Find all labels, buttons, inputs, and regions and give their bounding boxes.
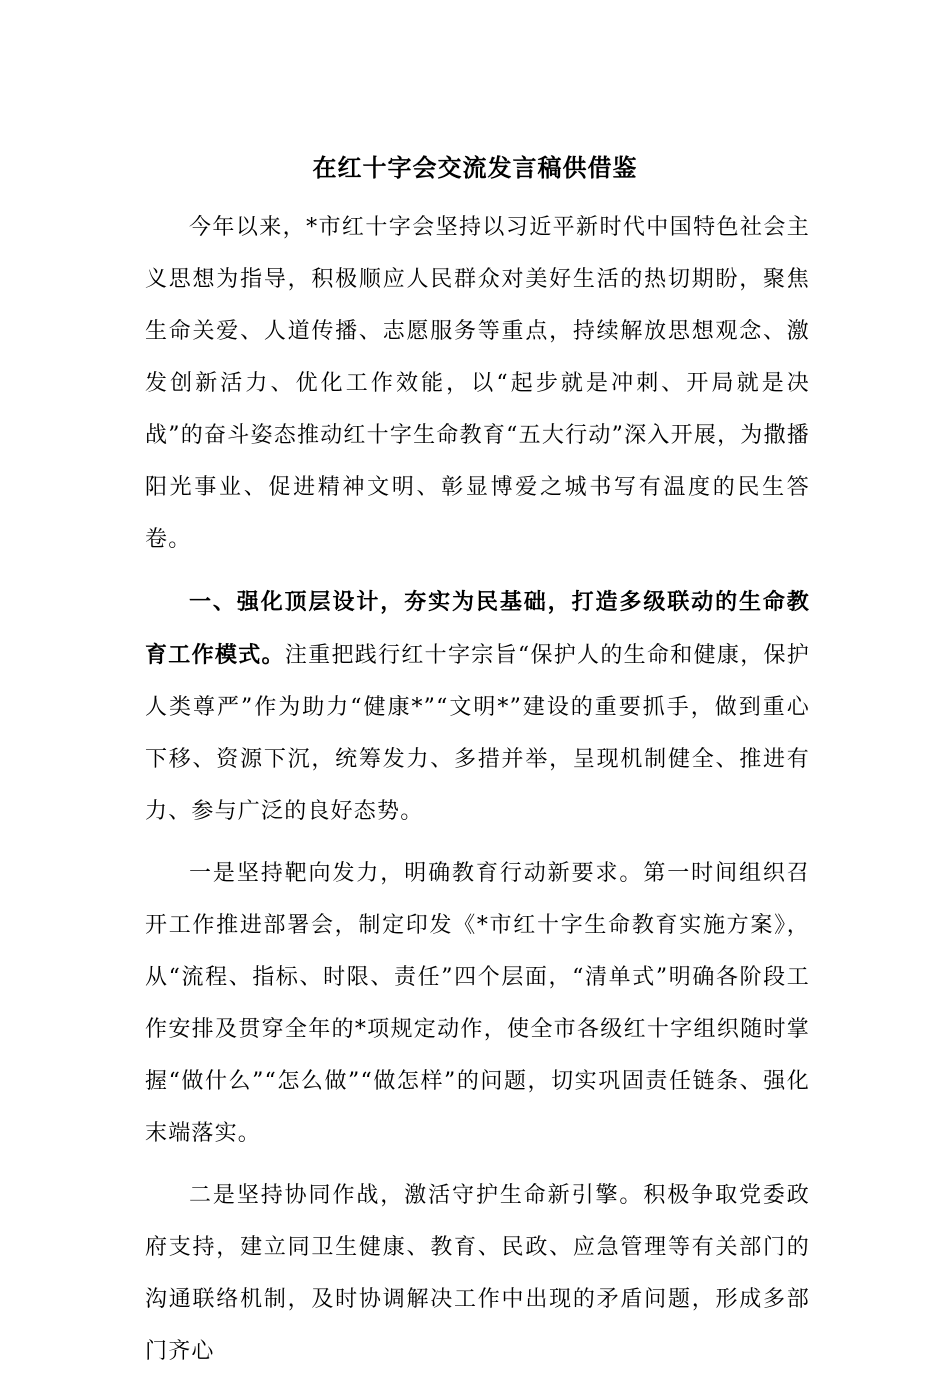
paragraph-point-one (145, 848, 810, 1160)
document-body (145, 202, 810, 1378)
section-heading: 一、强化顶层设计，夯实为民基础，打造多级联动的生命教育工作模式。 (145, 589, 810, 668)
paragraph-point-two (145, 1170, 810, 1378)
paragraph-section-one (145, 576, 810, 838)
paragraph-text: 二是坚持协同作战，激活守护生命新引擎。积极争取党委政府支持，建立同卫生健康、教育、民政、应急管理等有关部门的沟通联络机制，及时协调解决工作中出现的矛盾问题，形成多部门齐心 (145, 1183, 810, 1364)
document-title: 在红十字会交流发言稿供借鉴 (312, 153, 638, 182)
paragraph-intro (145, 202, 810, 566)
paragraph-text: 注重把践行红十字宗旨“保护人的生命和健康，保护人类尊严”作为助力“健康*”“文明*”建设的重要抓手，做到重心下移、资源下沉，统筹发力、多措并举，呈现机制健全、推进有力、参与广泛的良好态势。 (145, 643, 811, 824)
paragraph-text: 今年以来，*市红十字会坚持以习近平新时代中国特色社会主义思想为指导，积极顺应人民群众对美好生活的热切期盼，聚焦生命关爱、人道传播、志愿服务等重点，持续解放思想观念、激发创新活力、优化工作效能，以“起步就是冲刺、开局就是决战”的奋斗姿态推动红十字生命教育“五大行动”深入开展，为撒播阳光事业、促进精神文明、彰显博爱之城书写有温度的民生答卷。 (145, 215, 810, 552)
paragraph-text: 一是坚持靶向发力，明确教育行动新要求。第一时间组织召开工作推进部署会，制定印发《*市红十字生命教育实施方案》，从“流程、指标、时限、责任”四个层面，“清单式”明确各阶段工作安排及贯穿全年的*项规定动作，使全市各级红十字组织随时掌握“做什么”“怎么做”“做怎样”的问题，切实巩固责任链条、强化末端落实。 (145, 861, 810, 1146)
